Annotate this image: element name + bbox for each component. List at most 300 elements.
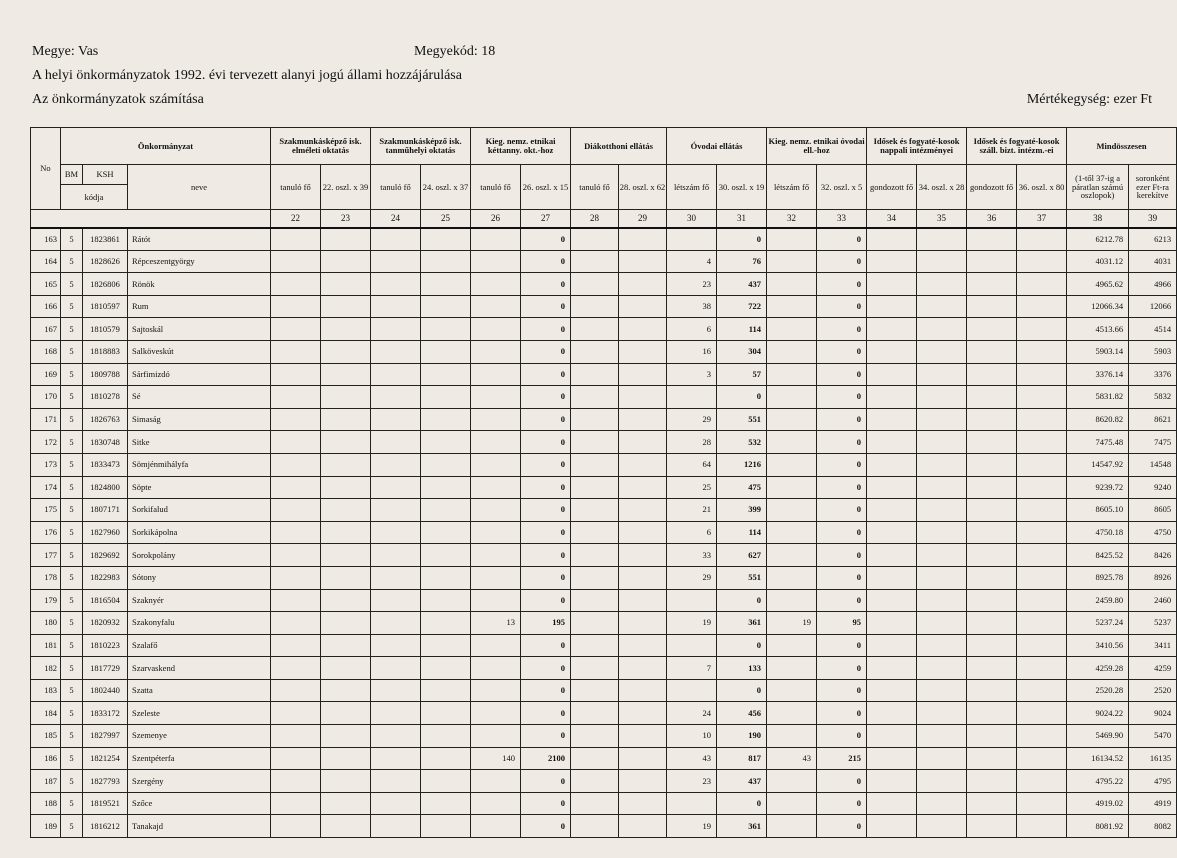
unit-label: Mértékegység: ezer Ft xyxy=(1026,92,1152,107)
cell-municipality-name: Sárfimizdó xyxy=(128,363,271,386)
cell-col-33: 0 xyxy=(817,657,867,680)
cell-col-31: 722 xyxy=(717,295,767,318)
cell-col-30 xyxy=(667,634,717,657)
cell-col-23 xyxy=(321,702,371,725)
cell-bm-code: 5 xyxy=(61,657,83,680)
cell-col-24 xyxy=(371,340,421,363)
county-label: Megye: Vas xyxy=(32,44,99,59)
cell-col-36 xyxy=(967,521,1017,544)
cell-col-32 xyxy=(767,476,817,499)
cell-col-23 xyxy=(321,815,371,838)
cell-col-32 xyxy=(767,725,817,748)
cell-municipality-name: Szalafő xyxy=(128,634,271,657)
cell-col-30: 38 xyxy=(667,295,717,318)
cell-col-25 xyxy=(421,295,471,318)
cell-col-36 xyxy=(967,431,1017,454)
cell-col-36 xyxy=(967,408,1017,431)
cell-col-29 xyxy=(619,521,667,544)
header-ksh: KSH xyxy=(83,165,128,185)
cell-col-37 xyxy=(1017,386,1067,409)
cell-col-34 xyxy=(867,702,917,725)
cell-col-28 xyxy=(571,386,619,409)
cell-ksh-code: 1829692 xyxy=(83,544,128,567)
cell-ksh-code: 1810278 xyxy=(83,386,128,409)
cell-col-38: 3376.14 xyxy=(1067,363,1129,386)
cell-col-29 xyxy=(619,770,667,793)
cell-col-23 xyxy=(321,544,371,567)
cell-col-31: 361 xyxy=(717,815,767,838)
cell-no: 182 xyxy=(31,657,61,680)
header-group-24: Szakmunkásképző isk. tanműhelyi oktatás xyxy=(371,128,471,165)
cell-col-27: 0 xyxy=(521,228,571,251)
cell-ksh-code: 1820932 xyxy=(83,612,128,635)
table-row xyxy=(31,228,1177,251)
header-sub: soronként ezer Ft-ra kerekítve xyxy=(1129,165,1177,210)
cell-col-35 xyxy=(917,431,967,454)
table-body xyxy=(31,228,1177,838)
cell-col-36 xyxy=(967,566,1017,589)
cell-col-39: 5903 xyxy=(1129,340,1177,363)
cell-col-23 xyxy=(321,318,371,341)
cell-col-29 xyxy=(619,566,667,589)
cell-col-35 xyxy=(917,408,967,431)
cell-col-34 xyxy=(867,408,917,431)
cell-col-35 xyxy=(917,747,967,770)
cell-col-34 xyxy=(867,589,917,612)
header-sub: 30. oszl. x 19 xyxy=(717,165,767,210)
cell-col-23 xyxy=(321,612,371,635)
cell-col-28 xyxy=(571,612,619,635)
cell-col-22 xyxy=(271,453,321,476)
cell-municipality-name: Szarvaskend xyxy=(128,657,271,680)
cell-col-26: 140 xyxy=(471,747,521,770)
cell-col-38: 6212.78 xyxy=(1067,228,1129,251)
cell-municipality-name: Rum xyxy=(128,295,271,318)
cell-col-29 xyxy=(619,250,667,273)
cell-no: 179 xyxy=(31,589,61,612)
cell-col-27: 0 xyxy=(521,657,571,680)
header-onkormanyzat: Önkormányzat xyxy=(61,128,271,165)
table-row xyxy=(31,250,1177,273)
cell-col-39: 8926 xyxy=(1129,566,1177,589)
cell-col-25 xyxy=(421,544,471,567)
cell-col-29 xyxy=(619,340,667,363)
cell-col-32 xyxy=(767,363,817,386)
table-row xyxy=(31,431,1177,454)
cell-col-29 xyxy=(619,431,667,454)
cell-municipality-name: Simaság xyxy=(128,408,271,431)
cell-municipality-name: Sorkifalud xyxy=(128,499,271,522)
cell-col-30 xyxy=(667,679,717,702)
cell-ksh-code: 1826763 xyxy=(83,408,128,431)
cell-ksh-code: 1809788 xyxy=(83,363,128,386)
cell-col-28 xyxy=(571,815,619,838)
cell-col-26 xyxy=(471,431,521,454)
header-colnum: 26 xyxy=(471,210,521,228)
cell-col-23 xyxy=(321,634,371,657)
cell-col-37 xyxy=(1017,770,1067,793)
cell-col-35 xyxy=(917,792,967,815)
cell-col-25 xyxy=(421,792,471,815)
cell-col-22 xyxy=(271,386,321,409)
table-row xyxy=(31,679,1177,702)
cell-col-29 xyxy=(619,589,667,612)
cell-col-35 xyxy=(917,634,967,657)
cell-col-34 xyxy=(867,318,917,341)
cell-col-24 xyxy=(371,453,421,476)
cell-col-36 xyxy=(967,612,1017,635)
cell-bm-code: 5 xyxy=(61,792,83,815)
cell-col-37 xyxy=(1017,612,1067,635)
cell-col-22 xyxy=(271,295,321,318)
cell-no: 174 xyxy=(31,476,61,499)
table-row xyxy=(31,340,1177,363)
cell-col-25 xyxy=(421,453,471,476)
cell-col-26 xyxy=(471,589,521,612)
cell-municipality-name: Szakonyfalu xyxy=(128,612,271,635)
cell-col-25 xyxy=(421,770,471,793)
cell-col-35 xyxy=(917,657,967,680)
cell-bm-code: 5 xyxy=(61,340,83,363)
cell-col-34 xyxy=(867,250,917,273)
cell-col-31: 551 xyxy=(717,408,767,431)
cell-col-29 xyxy=(619,544,667,567)
cell-col-25 xyxy=(421,431,471,454)
cell-col-34 xyxy=(867,386,917,409)
table-row xyxy=(31,815,1177,838)
cell-col-31: 114 xyxy=(717,521,767,544)
cell-ksh-code: 1810579 xyxy=(83,318,128,341)
header-sub: 36. oszl. x 80 xyxy=(1017,165,1067,210)
cell-col-24 xyxy=(371,815,421,838)
cell-col-31: 361 xyxy=(717,612,767,635)
cell-col-29 xyxy=(619,657,667,680)
cell-col-26 xyxy=(471,386,521,409)
cell-col-39: 4750 xyxy=(1129,521,1177,544)
cell-col-32 xyxy=(767,770,817,793)
cell-col-33: 0 xyxy=(817,725,867,748)
cell-col-27: 195 xyxy=(521,612,571,635)
cell-col-26 xyxy=(471,521,521,544)
header-sub: 22. oszl. x 39 xyxy=(321,165,371,210)
cell-col-22 xyxy=(271,499,321,522)
cell-col-24 xyxy=(371,476,421,499)
header-colnum: 34 xyxy=(867,210,917,228)
cell-col-24 xyxy=(371,657,421,680)
cell-col-39: 16135 xyxy=(1129,747,1177,770)
cell-ksh-code: 1823861 xyxy=(83,228,128,251)
cell-ksh-code: 1833473 xyxy=(83,453,128,476)
cell-col-36 xyxy=(967,770,1017,793)
cell-col-37 xyxy=(1017,408,1067,431)
cell-bm-code: 5 xyxy=(61,499,83,522)
cell-col-25 xyxy=(421,499,471,522)
cell-col-22 xyxy=(271,612,321,635)
cell-col-22 xyxy=(271,340,321,363)
cell-bm-code: 5 xyxy=(61,273,83,296)
table-row xyxy=(31,589,1177,612)
cell-col-31: 304 xyxy=(717,340,767,363)
cell-col-30: 25 xyxy=(667,476,717,499)
cell-col-27: 0 xyxy=(521,770,571,793)
cell-col-32 xyxy=(767,634,817,657)
cell-municipality-name: Sorokpolány xyxy=(128,544,271,567)
cell-col-26 xyxy=(471,770,521,793)
cell-col-28 xyxy=(571,408,619,431)
cell-col-23 xyxy=(321,566,371,589)
document-title: A helyi önkormányzatok 1992. évi tervezett alanyi jogú állami hozzájárulása xyxy=(32,68,462,83)
cell-col-38: 5903.14 xyxy=(1067,340,1129,363)
cell-bm-code: 5 xyxy=(61,815,83,838)
cell-no: 171 xyxy=(31,408,61,431)
cell-col-25 xyxy=(421,612,471,635)
cell-no: 188 xyxy=(31,792,61,815)
cell-col-39: 7475 xyxy=(1129,431,1177,454)
cell-bm-code: 5 xyxy=(61,521,83,544)
header-group-22: Szakmunkásképző isk. elméleti oktatás xyxy=(271,128,371,165)
cell-col-31: 551 xyxy=(717,566,767,589)
cell-col-23 xyxy=(321,476,371,499)
cell-col-32 xyxy=(767,408,817,431)
cell-col-36 xyxy=(967,589,1017,612)
cell-col-37 xyxy=(1017,453,1067,476)
cell-col-35 xyxy=(917,725,967,748)
cell-col-33: 0 xyxy=(817,589,867,612)
cell-col-25 xyxy=(421,386,471,409)
cell-no: 186 xyxy=(31,747,61,770)
cell-col-30: 43 xyxy=(667,747,717,770)
cell-col-32: 19 xyxy=(767,612,817,635)
cell-no: 178 xyxy=(31,566,61,589)
cell-col-33: 0 xyxy=(817,273,867,296)
cell-col-24 xyxy=(371,589,421,612)
cell-col-26 xyxy=(471,566,521,589)
cell-col-39: 8605 xyxy=(1129,499,1177,522)
cell-col-34 xyxy=(867,340,917,363)
cell-col-23 xyxy=(321,747,371,770)
cell-col-26 xyxy=(471,476,521,499)
cell-col-23 xyxy=(321,408,371,431)
cell-col-35 xyxy=(917,679,967,702)
cell-col-35 xyxy=(917,589,967,612)
cell-col-27: 0 xyxy=(521,340,571,363)
cell-col-22 xyxy=(271,747,321,770)
cell-col-25 xyxy=(421,725,471,748)
cell-col-31: 399 xyxy=(717,499,767,522)
cell-col-34 xyxy=(867,612,917,635)
cell-no: 172 xyxy=(31,431,61,454)
cell-col-25 xyxy=(421,589,471,612)
cell-col-30 xyxy=(667,589,717,612)
cell-col-26 xyxy=(471,544,521,567)
cell-col-33: 0 xyxy=(817,340,867,363)
cell-col-30: 19 xyxy=(667,815,717,838)
cell-col-27: 0 xyxy=(521,363,571,386)
header-sub: 32. oszl. x 5 xyxy=(817,165,867,210)
cell-col-31: 437 xyxy=(717,770,767,793)
cell-col-34 xyxy=(867,725,917,748)
cell-col-38: 14547.92 xyxy=(1067,453,1129,476)
cell-col-30: 4 xyxy=(667,250,717,273)
cell-col-24 xyxy=(371,612,421,635)
cell-col-23 xyxy=(321,453,371,476)
cell-col-27: 0 xyxy=(521,408,571,431)
cell-col-28 xyxy=(571,228,619,251)
cell-col-36 xyxy=(967,657,1017,680)
cell-col-27: 0 xyxy=(521,702,571,725)
header-sub: tanuló fő xyxy=(371,165,421,210)
cell-bm-code: 5 xyxy=(61,408,83,431)
header-group-34: Idősek és fogyaté-kosok nappali intézményei xyxy=(867,128,967,165)
cell-col-32 xyxy=(767,566,817,589)
table-row xyxy=(31,476,1177,499)
cell-col-39: 8082 xyxy=(1129,815,1177,838)
cell-col-32 xyxy=(767,295,817,318)
cell-col-35 xyxy=(917,815,967,838)
cell-col-38: 5237.24 xyxy=(1067,612,1129,635)
cell-municipality-name: Rönök xyxy=(128,273,271,296)
cell-municipality-name: Szergény xyxy=(128,770,271,793)
cell-municipality-name: Söpte xyxy=(128,476,271,499)
cell-ksh-code: 1822983 xyxy=(83,566,128,589)
cell-municipality-name: Szeleste xyxy=(128,702,271,725)
cell-col-39: 4514 xyxy=(1129,318,1177,341)
header-neve: neve xyxy=(128,165,271,210)
cell-col-38: 4795.22 xyxy=(1067,770,1129,793)
cell-col-39: 4031 xyxy=(1129,250,1177,273)
cell-col-25 xyxy=(421,408,471,431)
cell-col-28 xyxy=(571,589,619,612)
cell-col-37 xyxy=(1017,544,1067,567)
cell-bm-code: 5 xyxy=(61,250,83,273)
cell-col-39: 2460 xyxy=(1129,589,1177,612)
cell-col-36 xyxy=(967,476,1017,499)
header-sub: gondozott fő xyxy=(867,165,917,210)
cell-col-31: 456 xyxy=(717,702,767,725)
cell-col-27: 0 xyxy=(521,386,571,409)
cell-col-26 xyxy=(471,318,521,341)
header-colnum: 33 xyxy=(817,210,867,228)
cell-col-22 xyxy=(271,589,321,612)
cell-col-38: 4919.02 xyxy=(1067,792,1129,815)
cell-col-24 xyxy=(371,725,421,748)
cell-col-36 xyxy=(967,792,1017,815)
cell-ksh-code: 1802440 xyxy=(83,679,128,702)
cell-col-27: 0 xyxy=(521,792,571,815)
cell-no: 189 xyxy=(31,815,61,838)
cell-col-31: 627 xyxy=(717,544,767,567)
cell-col-38: 8081.92 xyxy=(1067,815,1129,838)
cell-col-23 xyxy=(321,679,371,702)
cell-col-36 xyxy=(967,634,1017,657)
cell-col-30: 16 xyxy=(667,340,717,363)
header-colnum: 37 xyxy=(1017,210,1067,228)
cell-col-32: 43 xyxy=(767,747,817,770)
cell-no: 170 xyxy=(31,386,61,409)
cell-col-26 xyxy=(471,815,521,838)
cell-col-37 xyxy=(1017,476,1067,499)
cell-col-32 xyxy=(767,386,817,409)
cell-municipality-name: Rátót xyxy=(128,228,271,251)
cell-col-32 xyxy=(767,792,817,815)
cell-col-39: 5237 xyxy=(1129,612,1177,635)
header-colnum-blank xyxy=(31,210,271,228)
cell-bm-code: 5 xyxy=(61,747,83,770)
cell-col-31: 475 xyxy=(717,476,767,499)
cell-col-23 xyxy=(321,770,371,793)
cell-col-23 xyxy=(321,295,371,318)
cell-col-27: 0 xyxy=(521,273,571,296)
cell-col-33: 215 xyxy=(817,747,867,770)
cell-col-25 xyxy=(421,815,471,838)
header-sub: létszám fő xyxy=(767,165,817,210)
cell-col-27: 0 xyxy=(521,725,571,748)
cell-col-27: 0 xyxy=(521,521,571,544)
table-row xyxy=(31,702,1177,725)
cell-col-30: 24 xyxy=(667,702,717,725)
header-colnum: 23 xyxy=(321,210,371,228)
header-colnum: 25 xyxy=(421,210,471,228)
cell-col-28 xyxy=(571,499,619,522)
cell-col-39: 14548 xyxy=(1129,453,1177,476)
cell-col-23 xyxy=(321,589,371,612)
header-kodja: kódja xyxy=(61,185,128,210)
cell-col-31: 532 xyxy=(717,431,767,454)
cell-col-37 xyxy=(1017,566,1067,589)
cell-col-37 xyxy=(1017,725,1067,748)
table-row xyxy=(31,408,1177,431)
header-bm: BM xyxy=(61,165,83,185)
cell-col-24 xyxy=(371,228,421,251)
cell-col-22 xyxy=(271,273,321,296)
header-colnum: 35 xyxy=(917,210,967,228)
cell-col-33: 0 xyxy=(817,521,867,544)
cell-col-37 xyxy=(1017,499,1067,522)
cell-col-26 xyxy=(471,499,521,522)
cell-municipality-name: Sótony xyxy=(128,566,271,589)
cell-col-39: 9240 xyxy=(1129,476,1177,499)
cell-col-33: 0 xyxy=(817,770,867,793)
cell-col-26 xyxy=(471,295,521,318)
cell-col-26 xyxy=(471,453,521,476)
cell-col-23 xyxy=(321,340,371,363)
cell-col-30: 33 xyxy=(667,544,717,567)
cell-col-31: 0 xyxy=(717,679,767,702)
cell-col-25 xyxy=(421,250,471,273)
cell-col-26 xyxy=(471,792,521,815)
cell-col-34 xyxy=(867,657,917,680)
cell-col-33: 0 xyxy=(817,499,867,522)
cell-municipality-name: Tanakajd xyxy=(128,815,271,838)
cell-col-27: 0 xyxy=(521,544,571,567)
cell-no: 163 xyxy=(31,228,61,251)
cell-col-24 xyxy=(371,702,421,725)
table-row xyxy=(31,612,1177,635)
cell-col-39: 9024 xyxy=(1129,702,1177,725)
cell-col-28 xyxy=(571,657,619,680)
cell-col-39: 6213 xyxy=(1129,228,1177,251)
cell-col-28 xyxy=(571,521,619,544)
cell-col-38: 4513.66 xyxy=(1067,318,1129,341)
cell-col-27: 0 xyxy=(521,566,571,589)
data-table xyxy=(30,127,1177,838)
cell-col-33: 0 xyxy=(817,815,867,838)
table-row xyxy=(31,566,1177,589)
cell-col-22 xyxy=(271,792,321,815)
cell-col-38: 8925.78 xyxy=(1067,566,1129,589)
cell-col-29 xyxy=(619,408,667,431)
cell-col-28 xyxy=(571,770,619,793)
